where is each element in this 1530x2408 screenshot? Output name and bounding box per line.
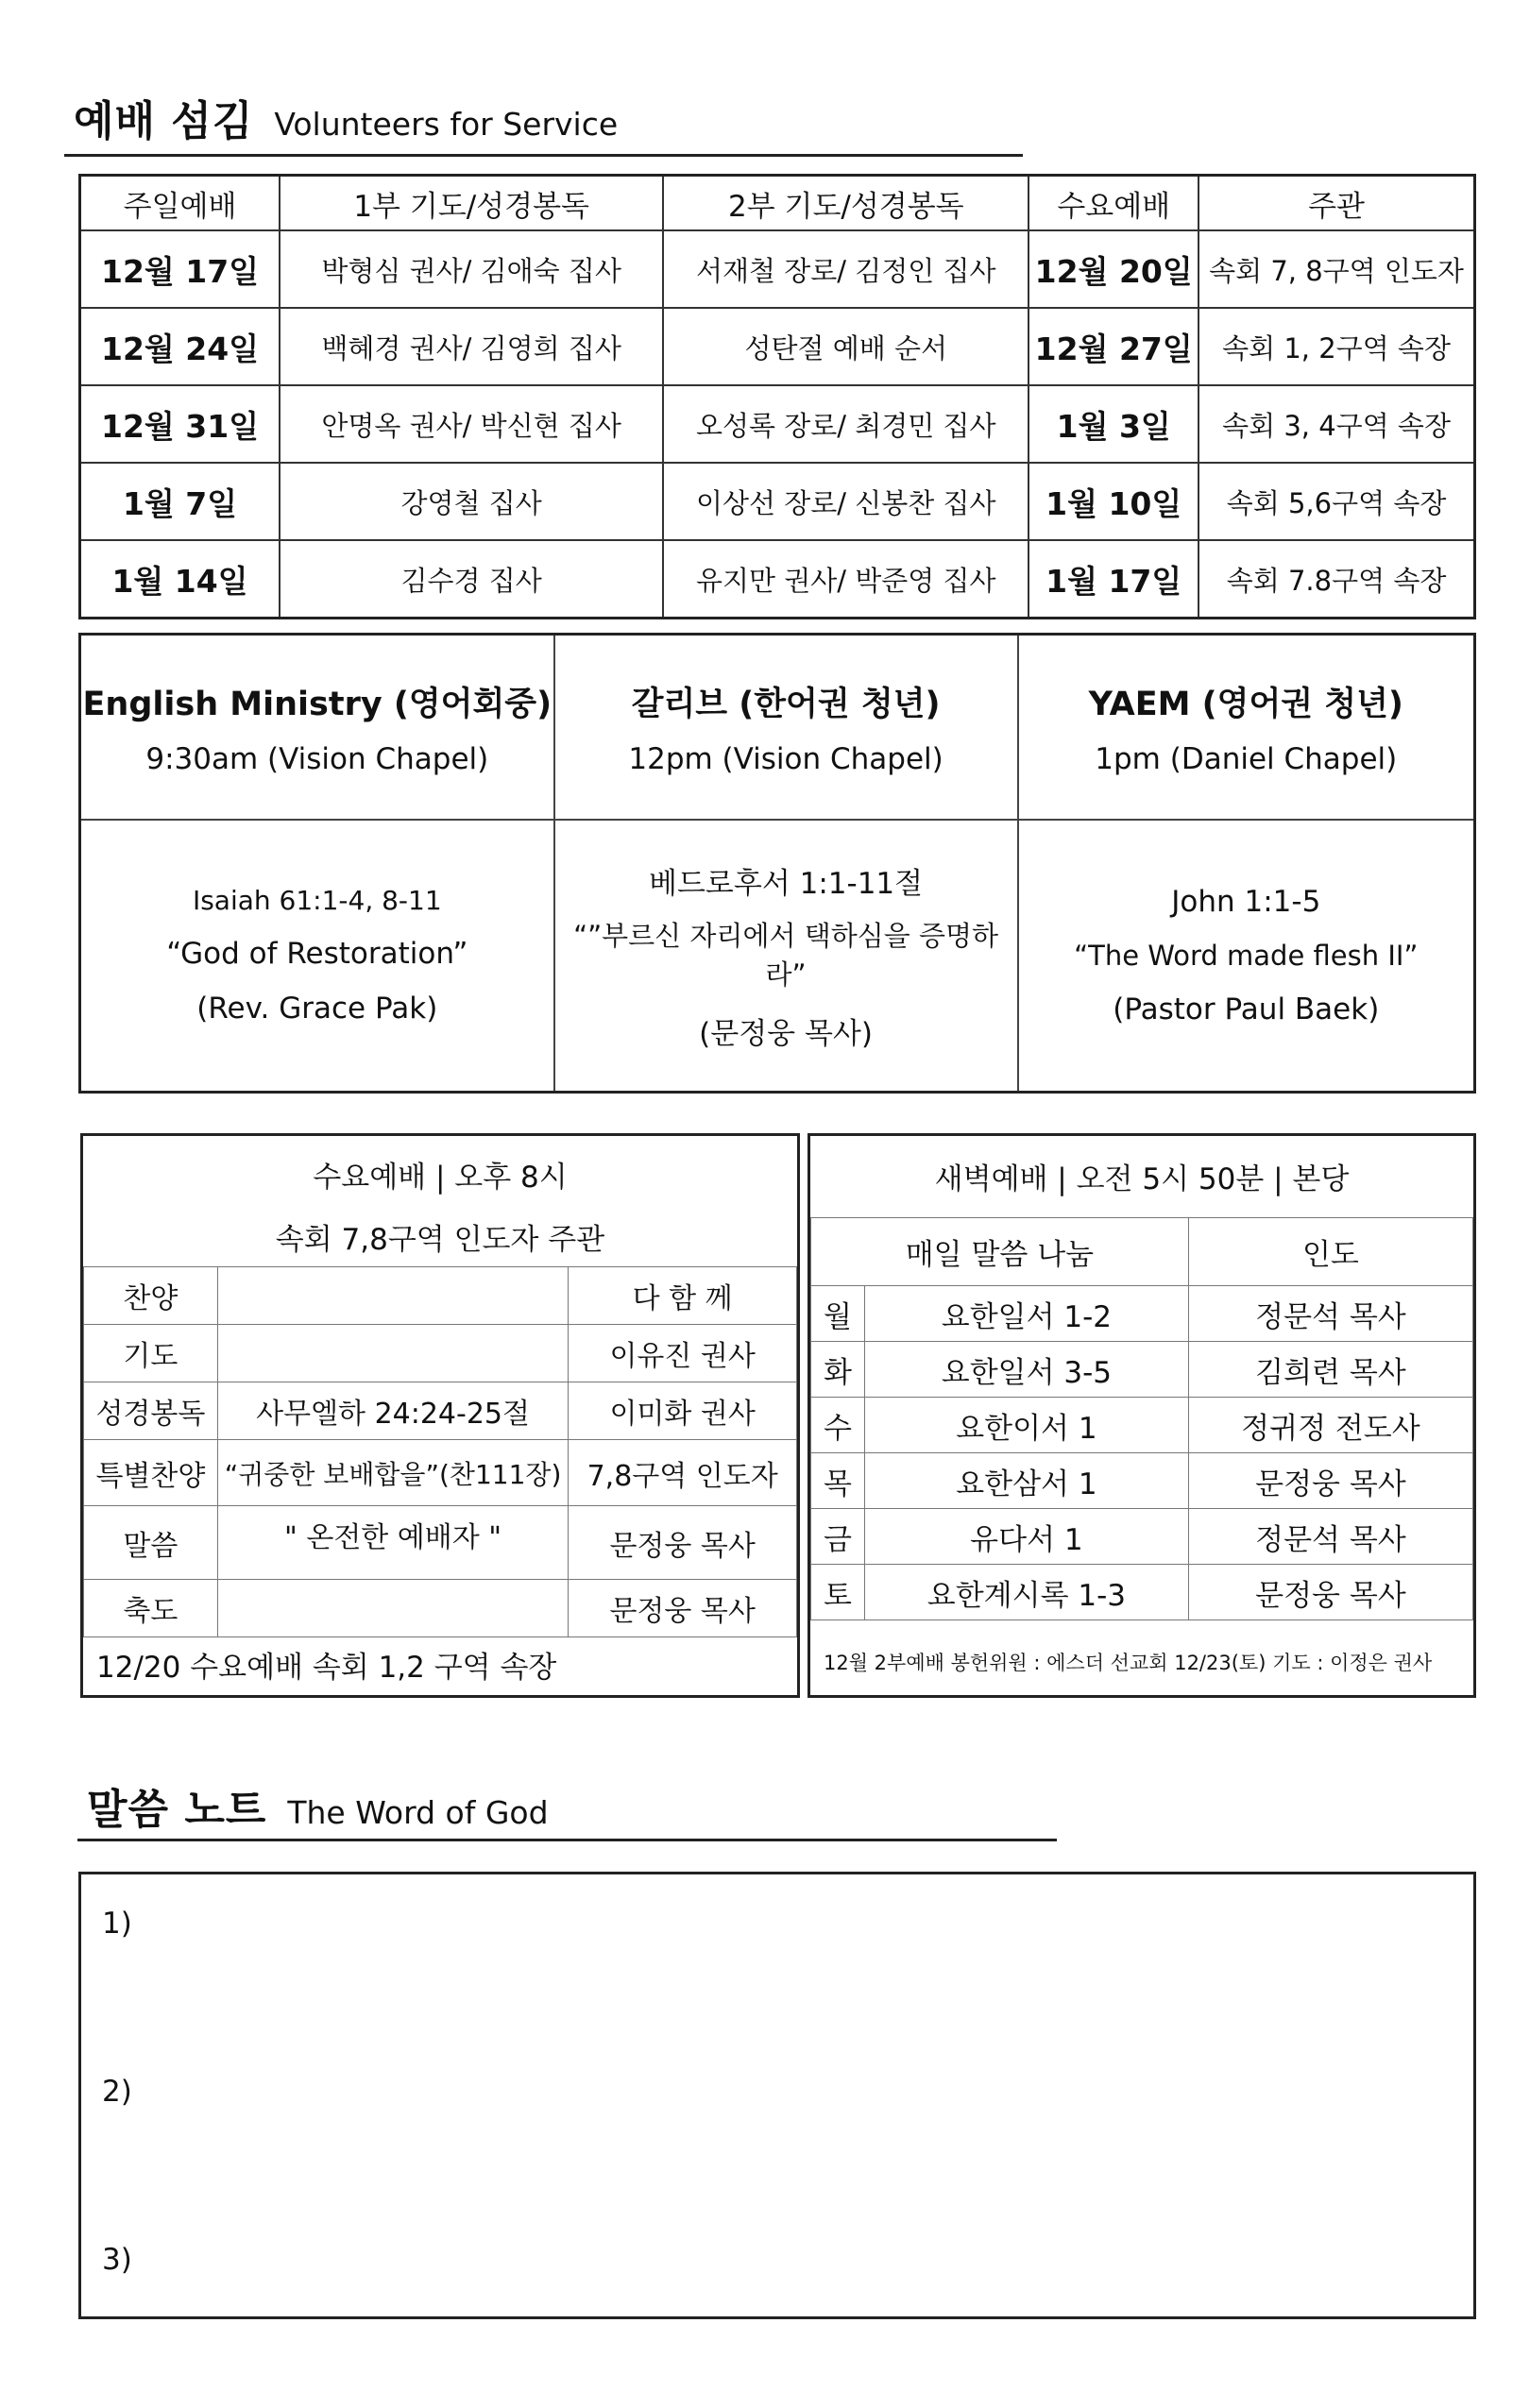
table-row bbox=[80, 308, 1475, 385]
note-line-3: 3) bbox=[102, 2243, 132, 2277]
wednesday-title: 수요예배 | 오후 8시 bbox=[313, 1161, 568, 1195]
table-row bbox=[84, 1506, 797, 1580]
weekday: 목 bbox=[811, 1453, 865, 1509]
order-content: “귀중한 보배합을”(찬111장) bbox=[217, 1440, 569, 1506]
volunteers-heading-rule bbox=[64, 154, 1023, 157]
first-service-volunteers: 강영철 집사 bbox=[280, 463, 663, 540]
reading: 요한계시록 1-3 bbox=[864, 1565, 1188, 1620]
order-leader: 이유진 권사 bbox=[569, 1325, 797, 1382]
header-wednesday: 수요예배 bbox=[1028, 176, 1198, 231]
weekday: 토 bbox=[811, 1565, 865, 1620]
ministry-sermon-row bbox=[80, 820, 1475, 1093]
header-first-service: 1부 기도/성경봉독 bbox=[280, 176, 663, 231]
volunteers-title-ko: 예배 섬김 bbox=[74, 97, 254, 145]
order-item: 성경봉독 bbox=[84, 1382, 218, 1440]
order-leader: 문정웅 목사 bbox=[569, 1506, 797, 1580]
weekday: 금 bbox=[811, 1509, 865, 1565]
order-content bbox=[217, 1325, 569, 1382]
sermon-english bbox=[80, 820, 554, 1093]
second-service-volunteers: 오성록 장로/ 최경민 집사 bbox=[663, 385, 1028, 463]
wednesday-date: 1월 3일 bbox=[1028, 385, 1198, 463]
order-leader: 7,8구역 인도자 bbox=[569, 1440, 797, 1506]
ministries-grid bbox=[78, 633, 1476, 1094]
header-leader: 인도 bbox=[1188, 1218, 1472, 1286]
volunteers-header-row bbox=[80, 176, 1475, 231]
wednesday-subtitle: 속회 7,8구역 인도자 주관 bbox=[275, 1223, 605, 1257]
volunteers-heading bbox=[74, 87, 618, 147]
ministry-time: 1pm (Daniel Chapel) bbox=[1095, 741, 1398, 776]
ministry-name: 갈리브 (한어권 청년) bbox=[631, 685, 941, 723]
dawn-header-row bbox=[811, 1218, 1473, 1286]
wednesday-service-panel bbox=[80, 1133, 800, 1698]
weekday: 수 bbox=[811, 1398, 865, 1453]
order-leader: 문정웅 목사 bbox=[569, 1580, 797, 1637]
dawn-service-panel bbox=[808, 1133, 1476, 1698]
order-item: 말씀 bbox=[84, 1506, 218, 1580]
sunday-date: 12월 17일 bbox=[80, 230, 280, 308]
table-row bbox=[84, 1267, 797, 1325]
second-service-volunteers: 성탄절 예배 순서 bbox=[663, 308, 1028, 385]
volunteers-title-en: Volunteers for Service bbox=[274, 106, 619, 143]
second-service-volunteers: 서재철 장로/ 김정인 집사 bbox=[663, 230, 1028, 308]
order-item: 축도 bbox=[84, 1580, 218, 1637]
sermon-title: “God of Restoration” bbox=[166, 937, 468, 972]
ministry-galib bbox=[554, 635, 1018, 820]
table-row bbox=[84, 1440, 797, 1506]
header-daily-reading: 매일 말씀 나눔 bbox=[811, 1218, 1189, 1286]
order-content: 사무엘하 24:24-25절 bbox=[217, 1382, 569, 1440]
host-group: 속회 1, 2구역 속장 bbox=[1198, 308, 1474, 385]
order-content bbox=[217, 1267, 569, 1325]
table-row bbox=[84, 1382, 797, 1440]
ministry-info-row bbox=[80, 635, 1475, 820]
order-content bbox=[217, 1580, 569, 1637]
wednesday-footer: 12/20 수요예배 속회 1,2 구역 속장 bbox=[96, 1651, 557, 1685]
wednesday-date: 1월 10일 bbox=[1028, 463, 1198, 540]
host-group: 속회 3, 4구역 속장 bbox=[1198, 385, 1474, 463]
preacher: (Pastor Paul Baek) bbox=[1113, 992, 1380, 1026]
ministry-name: English Ministry (영어회중) bbox=[82, 685, 552, 723]
header-sunday: 주일예배 bbox=[80, 176, 280, 231]
reading: 요한일서 3-5 bbox=[864, 1342, 1188, 1398]
sunday-date: 1월 7일 bbox=[80, 463, 280, 540]
wednesday-date: 12월 27일 bbox=[1028, 308, 1198, 385]
notes-title-ko: 말씀 노트 bbox=[87, 1786, 267, 1834]
preacher: (Rev. Grace Pak) bbox=[196, 992, 438, 1026]
sermon-yaem bbox=[1018, 820, 1475, 1093]
preacher: (문정웅 목사) bbox=[699, 1016, 873, 1051]
first-service-volunteers: 백혜경 권사/ 김영희 집사 bbox=[280, 308, 663, 385]
host-group: 속회 5,6구역 속장 bbox=[1198, 463, 1474, 540]
table-row bbox=[84, 1325, 797, 1382]
table-row bbox=[80, 463, 1475, 540]
second-service-volunteers: 이상선 장로/ 신봉찬 집사 bbox=[663, 463, 1028, 540]
sunday-date: 12월 31일 bbox=[80, 385, 280, 463]
table-row bbox=[80, 385, 1475, 463]
reading: 요한일서 1-2 bbox=[864, 1286, 1188, 1342]
leader: 정문석 목사 bbox=[1188, 1509, 1472, 1565]
order-leader: 이미화 권사 bbox=[569, 1382, 797, 1440]
reading: 요한삼서 1 bbox=[864, 1453, 1188, 1509]
host-group: 속회 7.8구역 속장 bbox=[1198, 540, 1474, 619]
weekday: 월 bbox=[811, 1286, 865, 1342]
ministry-time: 12pm (Vision Chapel) bbox=[628, 741, 944, 776]
sermon-title: “”부르신 자리에서 택하심을 증명하라” bbox=[573, 919, 999, 991]
note-line-2: 2) bbox=[102, 2075, 132, 2109]
first-service-volunteers: 안명옥 권사/ 박신현 집사 bbox=[280, 385, 663, 463]
table-row bbox=[811, 1453, 1473, 1509]
order-leader: 다 함 께 bbox=[569, 1267, 797, 1325]
table-row bbox=[80, 540, 1475, 619]
first-service-volunteers: 김수경 집사 bbox=[280, 540, 663, 619]
scripture: 베드로후서 1:1-11절 bbox=[649, 866, 924, 901]
ministry-english bbox=[80, 635, 554, 820]
scripture: John 1:1-5 bbox=[1171, 884, 1321, 919]
note-line-1: 1) bbox=[102, 1907, 132, 1941]
leader: 문정웅 목사 bbox=[1188, 1453, 1472, 1509]
sermon-galib bbox=[554, 820, 1018, 1093]
wednesday-order-table bbox=[83, 1266, 797, 1637]
table-row bbox=[84, 1580, 797, 1637]
scripture: Isaiah 61:1-4, 8-11 bbox=[192, 885, 442, 917]
notes-title-en: The Word of God bbox=[287, 1794, 549, 1831]
volunteers-table bbox=[78, 174, 1476, 619]
ministry-time: 9:30am (Vision Chapel) bbox=[145, 741, 489, 776]
order-item: 기도 bbox=[84, 1325, 218, 1382]
notes-heading bbox=[87, 1775, 549, 1836]
notes-heading-rule bbox=[77, 1839, 1057, 1841]
host-group: 속회 7, 8구역 인도자 bbox=[1198, 230, 1474, 308]
sunday-date: 12월 24일 bbox=[80, 308, 280, 385]
first-service-volunteers: 박형심 권사/ 김애숙 집사 bbox=[280, 230, 663, 308]
table-row bbox=[811, 1398, 1473, 1453]
header-second-service: 2부 기도/성경봉독 bbox=[663, 176, 1028, 231]
reading: 요한이서 1 bbox=[864, 1398, 1188, 1453]
dawn-title: 새벽예배 | 오전 5시 50분 | 본당 bbox=[934, 1162, 1350, 1196]
dawn-reading-table bbox=[810, 1217, 1473, 1620]
ministry-name: YAEM (영어권 청년) bbox=[1088, 685, 1403, 723]
table-row bbox=[80, 230, 1475, 308]
order-item: 특별찬양 bbox=[84, 1440, 218, 1506]
dawn-footer: 12월 2부예배 봉헌위원 : 에스더 선교회 12/23(토) 기도 : 이정은 권사 bbox=[824, 1652, 1433, 1674]
sermon-title: “The Word made flesh II” bbox=[1074, 939, 1419, 972]
leader: 김희련 목사 bbox=[1188, 1342, 1472, 1398]
order-content: " 온전한 예배자 " bbox=[217, 1506, 569, 1580]
table-row bbox=[811, 1286, 1473, 1342]
leader: 정문석 목사 bbox=[1188, 1286, 1472, 1342]
sunday-date: 1월 14일 bbox=[80, 540, 280, 619]
wednesday-date: 1월 17일 bbox=[1028, 540, 1198, 619]
leader: 문정웅 목사 bbox=[1188, 1565, 1472, 1620]
wednesday-date: 12월 20일 bbox=[1028, 230, 1198, 308]
header-host: 주관 bbox=[1198, 176, 1474, 231]
reading: 유다서 1 bbox=[864, 1509, 1188, 1565]
weekday: 화 bbox=[811, 1342, 865, 1398]
second-service-volunteers: 유지만 권사/ 박준영 집사 bbox=[663, 540, 1028, 619]
ministry-yaem bbox=[1018, 635, 1475, 820]
table-row bbox=[811, 1342, 1473, 1398]
table-row bbox=[811, 1509, 1473, 1565]
order-item: 찬양 bbox=[84, 1267, 218, 1325]
table-row bbox=[811, 1565, 1473, 1620]
notes-box bbox=[78, 1872, 1476, 2319]
leader: 정귀정 전도사 bbox=[1188, 1398, 1472, 1453]
